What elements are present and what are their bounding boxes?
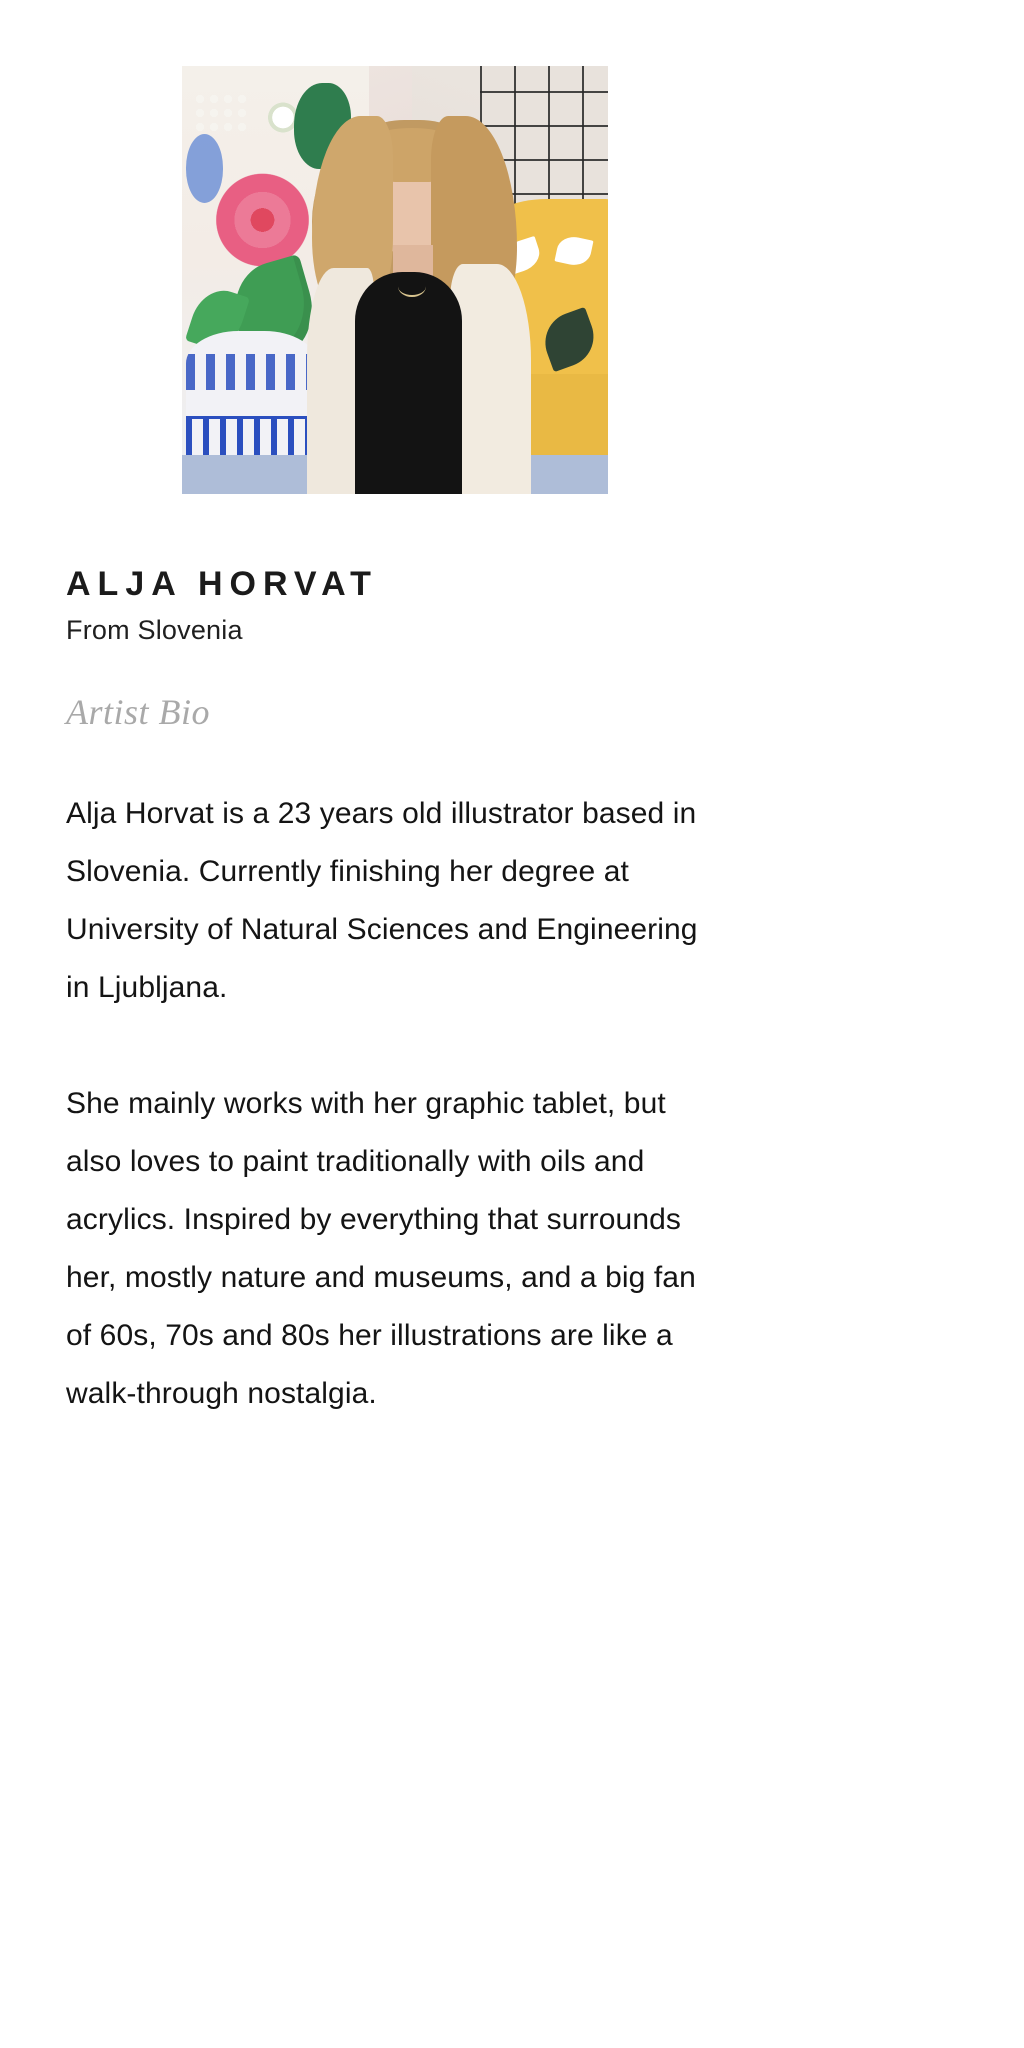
- dot-pattern: [193, 92, 249, 135]
- artist-origin: From Slovenia: [66, 615, 243, 645]
- cardigan-right: [450, 264, 531, 494]
- section-title-artist-bio: Artist Bio: [66, 692, 211, 732]
- black-top-shape: [355, 272, 462, 494]
- portrait-illustration: [182, 66, 608, 494]
- artist-portrait: [182, 66, 608, 494]
- artist-bio-text: [66, 785, 726, 1423]
- artist-name: ALJA HORVAT: [66, 565, 378, 603]
- bio-paragraph: Alja Horvat is a 23 years old illustrator based in Slovenia. Currently finishing her degree at University of Natural Sciences and Engineering in Ljubljana.: [66, 797, 698, 1004]
- bio-paragraph: She mainly works with her graphic tablet, but also loves to paint traditionally with oils and acrylics. Inspired by everything that surrounds her, mostly nature and museums, and a big fan of 60s, 70s and 80s her illustrations are like a walk-through nostalgia.: [66, 1087, 696, 1410]
- artist-figure: [293, 105, 532, 494]
